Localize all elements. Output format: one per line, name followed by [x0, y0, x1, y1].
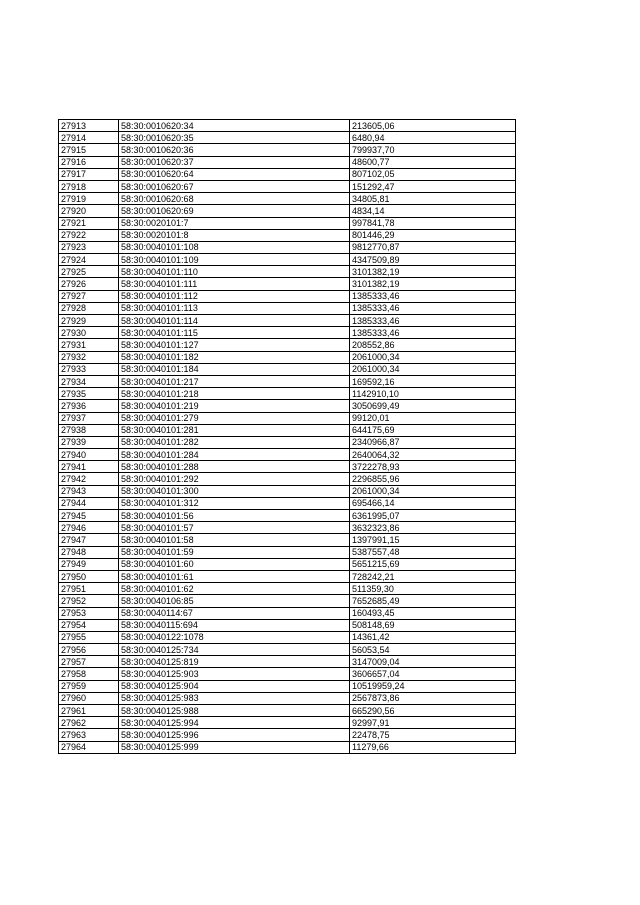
table-row — [59, 631, 516, 643]
row-number-cell: 27954 — [59, 619, 119, 631]
table-row — [59, 473, 516, 485]
cadastral-value-cell: 1385333,46 — [350, 327, 516, 339]
row-number-cell: 27930 — [59, 327, 119, 339]
cadastral-number-cell: 58:30:0040101:184 — [119, 363, 350, 375]
cadastral-number-cell: 58:30:0040101:61 — [119, 570, 350, 582]
table-row — [59, 339, 516, 351]
cadastral-number-cell: 58:30:0040101:115 — [119, 327, 350, 339]
table-row — [59, 619, 516, 631]
cadastral-value-cell: 14361,42 — [350, 631, 516, 643]
cadastral-number-cell: 58:30:0040101:111 — [119, 278, 350, 290]
row-number-cell: 27934 — [59, 375, 119, 387]
row-number-cell: 27939 — [59, 436, 119, 448]
table-row — [59, 205, 516, 217]
cadastral-number-cell: 58:30:0040101:182 — [119, 351, 350, 363]
cadastral-number-cell: 58:30:0040101:281 — [119, 424, 350, 436]
cadastral-value-cell: 508148,69 — [350, 619, 516, 631]
cadastral-number-cell: 58:30:0040101:59 — [119, 546, 350, 558]
table-row — [59, 570, 516, 582]
table-row — [59, 132, 516, 144]
cadastral-number-cell: 58:30:0040106:85 — [119, 595, 350, 607]
cadastral-number-cell: 58:30:0010620:67 — [119, 180, 350, 192]
cadastral-value-cell: 4834,14 — [350, 205, 516, 217]
cadastral-number-cell: 58:30:0040101:110 — [119, 266, 350, 278]
table-row — [59, 497, 516, 509]
cadastral-number-cell: 58:30:0010620:34 — [119, 120, 350, 132]
row-number-cell: 27933 — [59, 363, 119, 375]
row-number-cell: 27949 — [59, 558, 119, 570]
row-number-cell: 27961 — [59, 705, 119, 717]
cadastral-number-cell: 58:30:0040101:284 — [119, 449, 350, 461]
table-row — [59, 436, 516, 448]
cadastral-value-cell: 3101382,19 — [350, 266, 516, 278]
cadastral-value-cell: 11279,66 — [350, 741, 516, 753]
cadastral-number-cell: 58:30:0040125:988 — [119, 705, 350, 717]
table-body — [59, 120, 516, 754]
table-row — [59, 741, 516, 753]
cadastral-number-cell: 58:30:0040125:994 — [119, 717, 350, 729]
table-row — [59, 534, 516, 546]
cadastral-value-cell: 511359,30 — [350, 583, 516, 595]
row-number-cell: 27943 — [59, 485, 119, 497]
cadastral-number-cell: 58:30:0020101:7 — [119, 217, 350, 229]
table-row — [59, 290, 516, 302]
cadastral-value-cell: 1385333,46 — [350, 290, 516, 302]
cadastral-number-cell: 58:30:0040101:218 — [119, 388, 350, 400]
table-row — [59, 400, 516, 412]
cadastral-number-cell: 58:30:0040125:903 — [119, 668, 350, 680]
cadastral-value-cell: 6361995,07 — [350, 510, 516, 522]
cadastral-number-cell: 58:30:0040114:67 — [119, 607, 350, 619]
cadastral-value-cell: 3101382,19 — [350, 278, 516, 290]
cadastral-value-cell: 56053,54 — [350, 644, 516, 656]
table-row — [59, 120, 516, 132]
cadastral-number-cell: 58:30:0040101:292 — [119, 473, 350, 485]
row-number-cell: 27959 — [59, 680, 119, 692]
cadastral-number-cell: 58:30:0040125:904 — [119, 680, 350, 692]
cadastral-number-cell: 58:30:0040101:108 — [119, 241, 350, 253]
cadastral-value-cell: 6480,94 — [350, 132, 516, 144]
table-row — [59, 583, 516, 595]
row-number-cell: 27945 — [59, 510, 119, 522]
table-row — [59, 729, 516, 741]
cadastral-value-cell: 799937,70 — [350, 144, 516, 156]
cadastral-number-cell: 58:30:0040101:127 — [119, 339, 350, 351]
table-row — [59, 717, 516, 729]
cadastral-number-cell: 58:30:0040125:819 — [119, 656, 350, 668]
cadastral-number-cell: 58:30:0010620:69 — [119, 205, 350, 217]
row-number-cell: 27953 — [59, 607, 119, 619]
row-number-cell: 27915 — [59, 144, 119, 156]
cadastral-value-cell: 92997,91 — [350, 717, 516, 729]
cadastral-value-cell: 208552,86 — [350, 339, 516, 351]
cadastral-value-cell: 2640064,32 — [350, 449, 516, 461]
cadastral-number-cell: 58:30:0040101:288 — [119, 461, 350, 473]
cadastral-value-cell: 2061000,34 — [350, 485, 516, 497]
cadastral-value-cell: 3147009,04 — [350, 656, 516, 668]
table-row — [59, 412, 516, 424]
row-number-cell: 27946 — [59, 522, 119, 534]
cadastral-number-cell: 58:30:0040101:113 — [119, 302, 350, 314]
cadastral-number-cell: 58:30:0040122:1078 — [119, 631, 350, 643]
cadastral-value-table — [58, 119, 516, 754]
row-number-cell: 27960 — [59, 692, 119, 704]
table-row — [59, 388, 516, 400]
cadastral-number-cell: 58:30:0040115:694 — [119, 619, 350, 631]
cadastral-number-cell: 58:30:0040101:312 — [119, 497, 350, 509]
cadastral-number-cell: 58:30:0040101:217 — [119, 375, 350, 387]
cadastral-value-cell: 5651215,69 — [350, 558, 516, 570]
row-number-cell: 27958 — [59, 668, 119, 680]
cadastral-number-cell: 58:30:0040101:282 — [119, 436, 350, 448]
cadastral-value-cell: 4347509,89 — [350, 254, 516, 266]
table-row — [59, 644, 516, 656]
cadastral-value-cell: 644175,69 — [350, 424, 516, 436]
cadastral-value-cell: 9812770,87 — [350, 241, 516, 253]
cadastral-number-cell: 58:30:0010620:68 — [119, 193, 350, 205]
row-number-cell: 27964 — [59, 741, 119, 753]
table-row — [59, 546, 516, 558]
cadastral-value-cell: 7652685,49 — [350, 595, 516, 607]
cadastral-number-cell: 58:30:0020101:8 — [119, 229, 350, 241]
table-row — [59, 449, 516, 461]
cadastral-value-cell: 3050699,49 — [350, 400, 516, 412]
cadastral-value-cell: 34805,81 — [350, 193, 516, 205]
row-number-cell: 27920 — [59, 205, 119, 217]
row-number-cell: 27940 — [59, 449, 119, 461]
table-row — [59, 168, 516, 180]
cadastral-number-cell: 58:30:0040101:58 — [119, 534, 350, 546]
table-row — [59, 351, 516, 363]
cadastral-value-cell: 151292,47 — [350, 180, 516, 192]
row-number-cell: 27928 — [59, 302, 119, 314]
row-number-cell: 27922 — [59, 229, 119, 241]
row-number-cell: 27952 — [59, 595, 119, 607]
table-row — [59, 485, 516, 497]
row-number-cell: 27957 — [59, 656, 119, 668]
cadastral-number-cell: 58:30:0040125:983 — [119, 692, 350, 704]
row-number-cell: 27925 — [59, 266, 119, 278]
cadastral-number-cell: 58:30:0040101:57 — [119, 522, 350, 534]
cadastral-number-cell: 58:30:0040101:56 — [119, 510, 350, 522]
row-number-cell: 27955 — [59, 631, 119, 643]
cadastral-value-cell: 99120,01 — [350, 412, 516, 424]
cadastral-value-cell: 728242,21 — [350, 570, 516, 582]
cadastral-value-cell: 807102,05 — [350, 168, 516, 180]
cadastral-value-cell: 801446,29 — [350, 229, 516, 241]
cadastral-value-cell: 2061000,34 — [350, 363, 516, 375]
row-number-cell: 27919 — [59, 193, 119, 205]
row-number-cell: 27951 — [59, 583, 119, 595]
table-row — [59, 266, 516, 278]
table-row — [59, 522, 516, 534]
row-number-cell: 27917 — [59, 168, 119, 180]
cadastral-value-cell: 2296855,96 — [350, 473, 516, 485]
cadastral-number-cell: 58:30:0010620:36 — [119, 144, 350, 156]
table-row — [59, 180, 516, 192]
table-row — [59, 705, 516, 717]
cadastral-value-cell: 10519959,24 — [350, 680, 516, 692]
row-number-cell: 27935 — [59, 388, 119, 400]
table-row — [59, 254, 516, 266]
cadastral-value-cell: 997841,78 — [350, 217, 516, 229]
cadastral-number-cell: 58:30:0040101:300 — [119, 485, 350, 497]
table-row — [59, 607, 516, 619]
table-row — [59, 278, 516, 290]
row-number-cell: 27924 — [59, 254, 119, 266]
row-number-cell: 27932 — [59, 351, 119, 363]
table-row — [59, 424, 516, 436]
cadastral-value-cell: 1385333,46 — [350, 302, 516, 314]
cadastral-number-cell: 58:30:0040101:109 — [119, 254, 350, 266]
row-number-cell: 27941 — [59, 461, 119, 473]
cadastral-number-cell: 58:30:0040125:734 — [119, 644, 350, 656]
row-number-cell: 27942 — [59, 473, 119, 485]
row-number-cell: 27950 — [59, 570, 119, 582]
row-number-cell: 27918 — [59, 180, 119, 192]
row-number-cell: 27913 — [59, 120, 119, 132]
row-number-cell: 27936 — [59, 400, 119, 412]
table-row — [59, 510, 516, 522]
table-row — [59, 363, 516, 375]
row-number-cell: 27916 — [59, 156, 119, 168]
cadastral-value-cell: 160493,45 — [350, 607, 516, 619]
cadastral-number-cell: 58:30:0040101:279 — [119, 412, 350, 424]
row-number-cell: 27937 — [59, 412, 119, 424]
cadastral-number-cell: 58:30:0010620:37 — [119, 156, 350, 168]
row-number-cell: 27938 — [59, 424, 119, 436]
table-row — [59, 193, 516, 205]
row-number-cell: 27929 — [59, 315, 119, 327]
row-number-cell: 27947 — [59, 534, 119, 546]
cadastral-number-cell: 58:30:0040101:60 — [119, 558, 350, 570]
row-number-cell: 27948 — [59, 546, 119, 558]
table-row — [59, 144, 516, 156]
table-row — [59, 229, 516, 241]
row-number-cell: 27956 — [59, 644, 119, 656]
row-number-cell: 27963 — [59, 729, 119, 741]
cadastral-number-cell: 58:30:0040125:999 — [119, 741, 350, 753]
row-number-cell: 27914 — [59, 132, 119, 144]
cadastral-number-cell: 58:30:0040101:62 — [119, 583, 350, 595]
row-number-cell: 27923 — [59, 241, 119, 253]
table-row — [59, 156, 516, 168]
cadastral-value-cell: 1397991,15 — [350, 534, 516, 546]
row-number-cell: 27921 — [59, 217, 119, 229]
table-row — [59, 241, 516, 253]
row-number-cell: 27944 — [59, 497, 119, 509]
table-row — [59, 375, 516, 387]
cadastral-number-cell: 58:30:0010620:35 — [119, 132, 350, 144]
table-row — [59, 668, 516, 680]
cadastral-value-cell: 3632323,86 — [350, 522, 516, 534]
cadastral-value-cell: 169592,16 — [350, 375, 516, 387]
cadastral-value-cell: 5387557,48 — [350, 546, 516, 558]
table-row — [59, 692, 516, 704]
cadastral-value-cell: 1385333,46 — [350, 315, 516, 327]
cadastral-value-cell: 665290,56 — [350, 705, 516, 717]
row-number-cell: 27927 — [59, 290, 119, 302]
table-row — [59, 315, 516, 327]
table-row — [59, 595, 516, 607]
cadastral-number-cell: 58:30:0040125:996 — [119, 729, 350, 741]
cadastral-value-cell: 695466,14 — [350, 497, 516, 509]
row-number-cell: 27926 — [59, 278, 119, 290]
table-row — [59, 680, 516, 692]
table-row — [59, 558, 516, 570]
table-row — [59, 461, 516, 473]
cadastral-number-cell: 58:30:0040101:114 — [119, 315, 350, 327]
cadastral-value-cell: 2567873,86 — [350, 692, 516, 704]
cadastral-number-cell: 58:30:0040101:219 — [119, 400, 350, 412]
cadastral-value-cell: 22478,75 — [350, 729, 516, 741]
cadastral-value-cell: 213605,06 — [350, 120, 516, 132]
row-number-cell: 27931 — [59, 339, 119, 351]
table-row — [59, 656, 516, 668]
cadastral-value-cell: 1142910,10 — [350, 388, 516, 400]
cadastral-number-cell: 58:30:0040101:112 — [119, 290, 350, 302]
cadastral-value-cell: 3722278,93 — [350, 461, 516, 473]
cadastral-value-cell: 2340966,87 — [350, 436, 516, 448]
cadastral-value-cell: 3606657,04 — [350, 668, 516, 680]
row-number-cell: 27962 — [59, 717, 119, 729]
table-row — [59, 327, 516, 339]
cadastral-value-cell: 48600,77 — [350, 156, 516, 168]
cadastral-number-cell: 58:30:0010620:64 — [119, 168, 350, 180]
cadastral-value-cell: 2061000,34 — [350, 351, 516, 363]
table-row — [59, 302, 516, 314]
table-row — [59, 217, 516, 229]
